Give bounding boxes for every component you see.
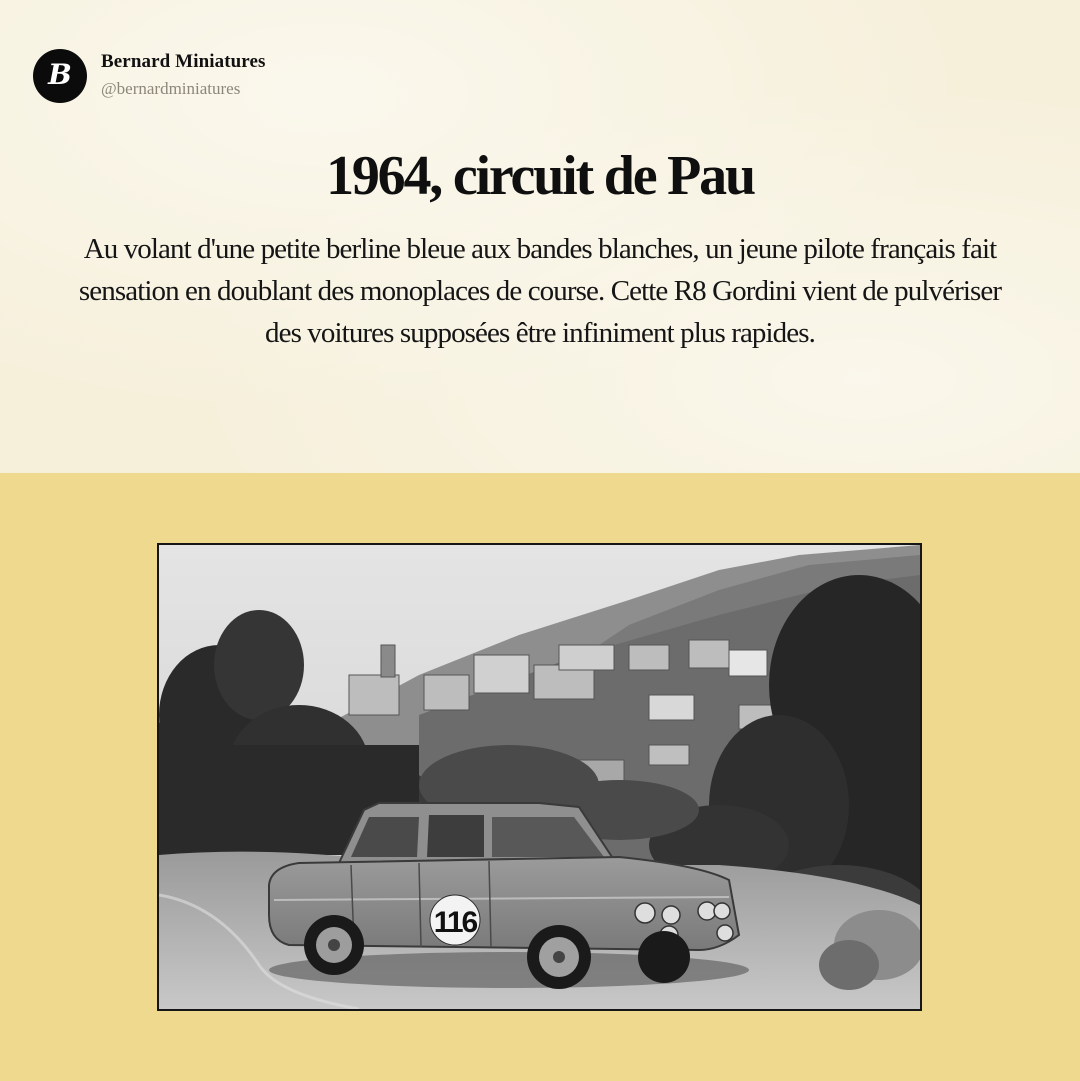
avatar[interactable] [33, 49, 87, 103]
post-title: 1964, circuit de Pau [326, 145, 754, 207]
race-number: 116 [433, 906, 477, 939]
header-section [0, 0, 1080, 473]
race-car-photo [157, 543, 922, 1011]
photo-illustration [159, 545, 920, 1009]
post-body: Au volant d'une petite berline bleue aux bandes blanches, un jeune pilote français fait sensation en doublant des monoplaces de course. Cette R8 Gordini vient de pulvériser des voitures supposées être infiniment plus rapides. [78, 233, 1002, 349]
avatar-letter: B [48, 58, 72, 91]
account-handle[interactable]: @bernardminiatures [101, 79, 241, 98]
account-name[interactable]: Bernard Miniatures [101, 51, 266, 72]
